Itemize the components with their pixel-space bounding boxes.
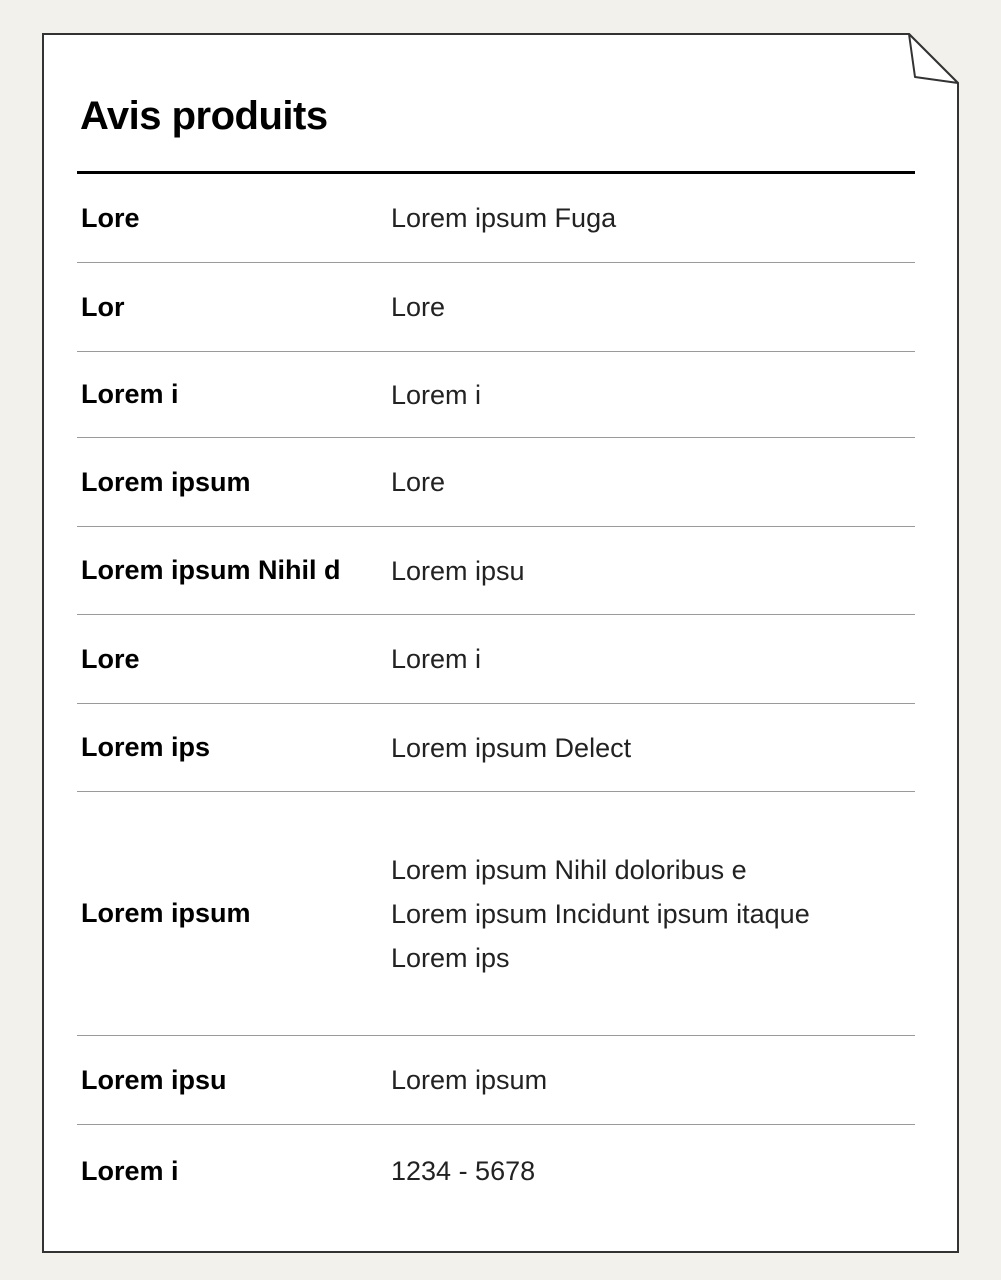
row-label: Lorem i bbox=[81, 1155, 179, 1186]
table-row bbox=[77, 174, 915, 263]
document-sheet bbox=[42, 33, 959, 1253]
row-label: Lore bbox=[81, 202, 140, 233]
row-value: Lorem ipsum bbox=[391, 1065, 548, 1095]
row-value: Lorem i bbox=[391, 644, 482, 674]
page-curl-icon bbox=[909, 34, 958, 83]
table-row bbox=[77, 1036, 915, 1125]
row-label: Lorem ipsum bbox=[81, 898, 251, 928]
row-label: Lorem ipsum bbox=[81, 466, 251, 497]
row-value: Lore bbox=[391, 467, 446, 497]
table-row bbox=[77, 615, 915, 704]
row-label: Lorem ipsu bbox=[81, 1064, 227, 1095]
table-row bbox=[77, 1125, 915, 1217]
row-value: Lorem ipsum Nihil doloribus e Lorem ipsum Incidunt ipsum itaque Lorem ips bbox=[391, 854, 810, 973]
table-row bbox=[77, 704, 915, 792]
row-value: 1234 - 5678 bbox=[391, 1156, 536, 1186]
row-value: Lore bbox=[391, 292, 446, 322]
row-label: Lorem ipsum Nihil d bbox=[81, 555, 341, 585]
table-row bbox=[77, 792, 915, 1036]
info-table bbox=[77, 174, 915, 1217]
row-value: Lorem i bbox=[391, 379, 482, 410]
row-label: Lorem ips bbox=[81, 732, 211, 762]
table-row bbox=[77, 438, 915, 527]
row-label: Lore bbox=[81, 643, 140, 674]
row-value: Lorem ipsum Fuga bbox=[391, 203, 617, 233]
row-label: Lorem i bbox=[81, 379, 179, 409]
table-row bbox=[77, 527, 915, 615]
table-row bbox=[77, 352, 915, 438]
row-label: Lor bbox=[81, 291, 125, 322]
table-row bbox=[77, 263, 915, 352]
page-title: Avis produits bbox=[80, 94, 328, 138]
row-value: Lorem ipsu bbox=[391, 555, 525, 586]
row-value: Lorem ipsum Delect bbox=[391, 732, 632, 763]
